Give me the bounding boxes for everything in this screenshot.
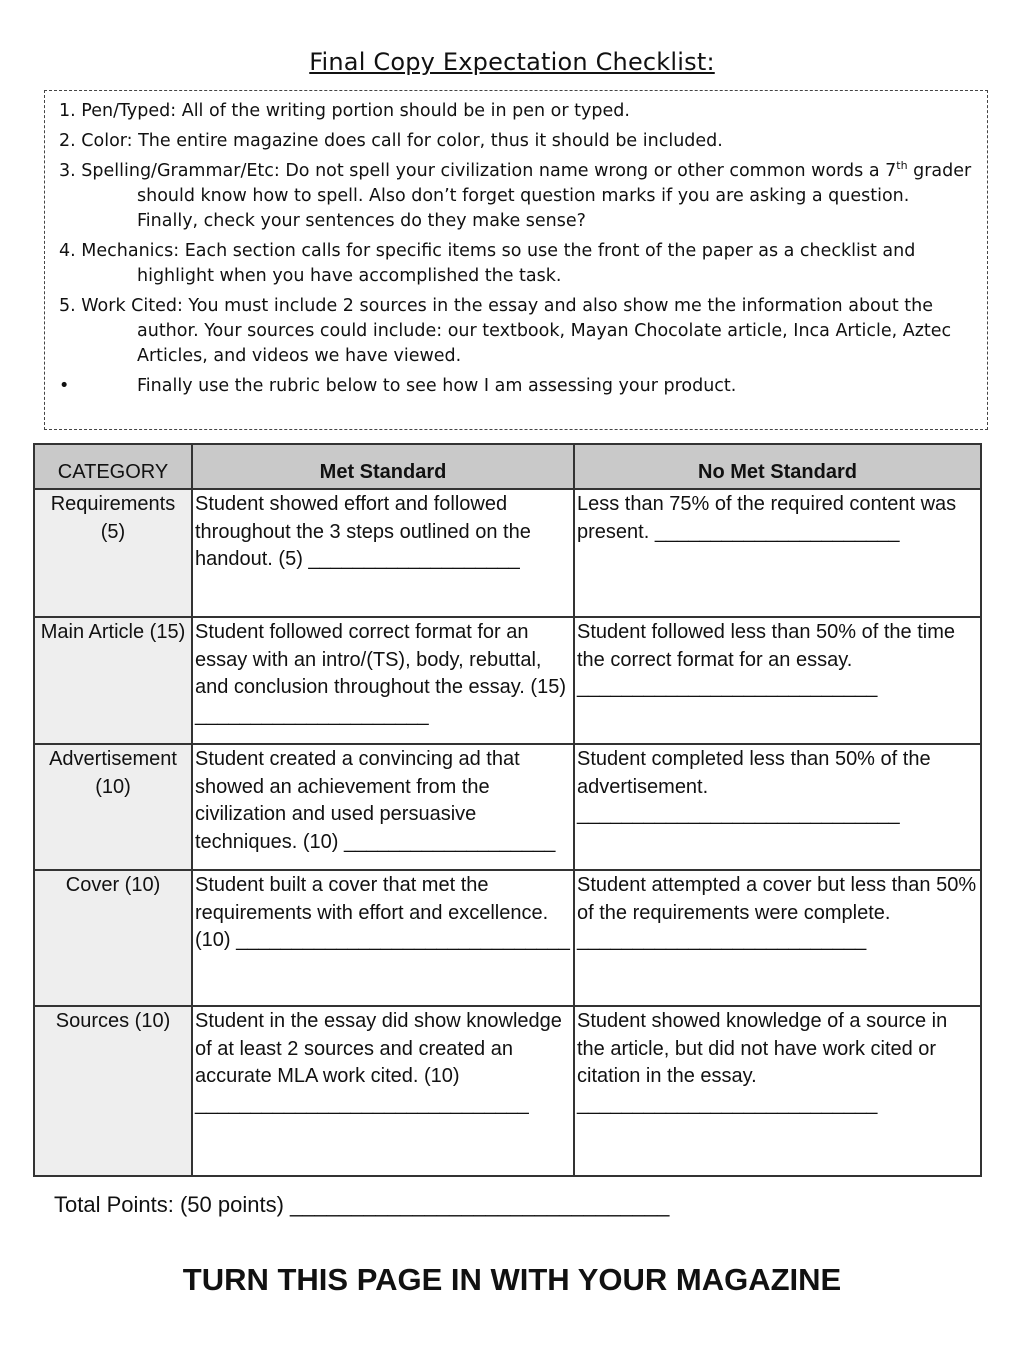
checklist-bullet-item bbox=[59, 374, 975, 399]
checklist-item-1 bbox=[59, 99, 975, 124]
rubric-table bbox=[33, 443, 982, 1177]
met-cell: Student built a cover that met the requirements with effort and excellence. (10) ______________________________ bbox=[192, 870, 574, 1006]
met-cell: Student in the essay did show knowledge of at least 2 sources and created an accurate MLA work cited. (10) ______________________________ bbox=[192, 1006, 574, 1176]
header-category: CATEGORY bbox=[34, 444, 192, 489]
category-cell: Sources (10) bbox=[34, 1006, 192, 1176]
item-text-cont: grader should know how to spell. Also don’t forget question marks if you are asking a question. Finally, check your sentences do they make sense? bbox=[137, 161, 972, 231]
item-number: 3. bbox=[59, 161, 76, 181]
met-cell: Student showed effort and followed throughout the 3 steps outlined on the handout. (5) ___________________ bbox=[192, 489, 574, 617]
checklist-item-5 bbox=[59, 294, 975, 369]
checklist-item-3 bbox=[59, 159, 975, 234]
rubric-header-row bbox=[34, 444, 981, 489]
category-cell: Main Article (15) bbox=[34, 617, 192, 744]
not-met-cell: Student followed less than 50% of the time the correct format for an essay. ___________________________ bbox=[574, 617, 981, 744]
rubric-row bbox=[34, 489, 981, 617]
expectation-checklist bbox=[44, 90, 988, 430]
not-met-cell: Student showed knowledge of a source in the article, but did not have work cited or citation in the essay. ___________________________ bbox=[574, 1006, 981, 1176]
not-met-cell: Less than 75% of the required content was present. ______________________ bbox=[574, 489, 981, 617]
item-number: 5. bbox=[59, 296, 76, 316]
not-met-cell: Student attempted a cover but less than 50% of the requirements were complete. __________________________ bbox=[574, 870, 981, 1006]
rubric-row bbox=[34, 1006, 981, 1176]
superscript: th bbox=[896, 159, 908, 173]
rubric-row bbox=[34, 870, 981, 1006]
checklist-item-4 bbox=[59, 239, 975, 289]
rubric-row bbox=[34, 744, 981, 870]
bullet-icon: • bbox=[59, 376, 70, 396]
category-cell: Advertisement (10) bbox=[34, 744, 192, 870]
item-text: Work Cited: You must include 2 sources in the essay and also show me the information about the author. Your sources could include: our textbook, Mayan Chocolate article, Inca Article, Aztec Articles, and videos we have viewed. bbox=[81, 296, 952, 366]
category-cell: Requirements (5) bbox=[34, 489, 192, 617]
total-points: Total Points: (50 points) _______________________________ bbox=[54, 1192, 670, 1217]
item-number: 4. bbox=[59, 241, 76, 261]
turn-in-notice: TURN THIS PAGE IN WITH YOUR MAGAZINE bbox=[182, 1262, 842, 1297]
checklist-item-2 bbox=[59, 129, 975, 154]
category-cell: Cover (10) bbox=[34, 870, 192, 1006]
item-text: Pen/Typed: All of the writing portion should be in pen or typed. bbox=[81, 101, 630, 121]
not-met-cell: Student completed less than 50% of the advertisement. _____________________________ bbox=[574, 744, 981, 870]
item-text: Mechanics: Each section calls for specific items so use the front of the paper as a checklist and highlight when you have accomplished the task. bbox=[81, 241, 916, 286]
met-cell: Student created a convincing ad that showed an achievement from the civilization and used persuasive techniques. (10) ___________________ bbox=[192, 744, 574, 870]
item-number: 1. bbox=[59, 101, 76, 121]
rubric-row bbox=[34, 617, 981, 744]
header-no-met-standard: No Met Standard bbox=[574, 444, 981, 489]
item-text: Color: The entire magazine does call for color, thus it should be included. bbox=[81, 131, 723, 151]
item-text: Spelling/Grammar/Etc: Do not spell your civilization name wrong or other common words a 7 bbox=[81, 161, 897, 181]
item-number: 2. bbox=[59, 131, 76, 151]
item-text: Finally use the rubric below to see how I am assessing your product. bbox=[137, 376, 737, 396]
header-met-standard: Met Standard bbox=[192, 444, 574, 489]
met-cell: Student followed correct format for an essay with an intro/(TS), body, rebuttal, and conclusion throughout the essay. (15) _____________________ bbox=[192, 617, 574, 744]
page-title: Final Copy Expectation Checklist: bbox=[309, 48, 715, 76]
